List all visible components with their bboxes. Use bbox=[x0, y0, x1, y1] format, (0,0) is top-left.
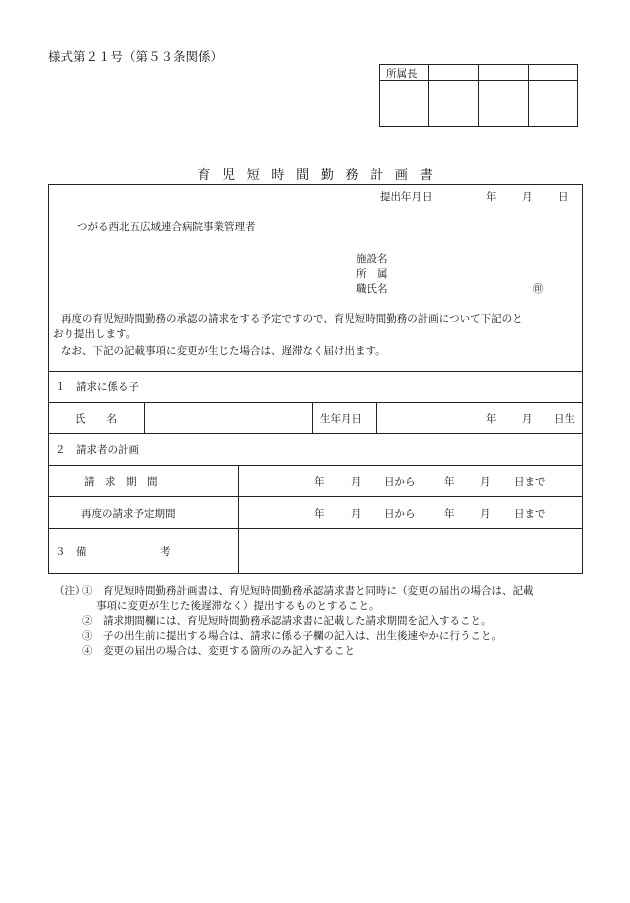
row-divider bbox=[49, 371, 582, 372]
row-divider bbox=[49, 433, 582, 434]
period-start-year: 年 bbox=[314, 476, 325, 488]
child-dob-month: 月 bbox=[522, 413, 533, 425]
note-item: 事項に変更が生じた後遅滞なく）提出するものとすること。 bbox=[96, 600, 380, 612]
re-period-end-year: 年 bbox=[444, 508, 455, 520]
child-dob-label: 生年月日 bbox=[320, 413, 362, 425]
row-divider bbox=[49, 496, 582, 497]
remarks-label: ３ 備 考 bbox=[55, 546, 171, 558]
submission-date-label: 提出年月日 bbox=[380, 191, 433, 203]
notes-prefix: （注） bbox=[54, 585, 86, 597]
note-item: ③ 子の出生前に提出する場合は、請求に係る子欄の記入は、出生後速やかに行うこと。 bbox=[82, 630, 502, 642]
column-divider bbox=[312, 402, 313, 433]
department-label: 所 属 bbox=[356, 268, 388, 280]
addressee: つがる西北五広域連合病院事業管理者 bbox=[77, 221, 256, 233]
note-item: ① 育児短時間勤務計画書は、育児短時間勤務承認請求書と同時に（変更の届出の場合は、記載 bbox=[82, 585, 534, 597]
seal-mark: ㊞ bbox=[533, 283, 544, 295]
form-frame bbox=[48, 184, 583, 574]
facility-label: 施設名 bbox=[356, 253, 388, 265]
section2-heading: ２ 請求者の計画 bbox=[55, 444, 139, 456]
request-period-label: 請 求 期 間 bbox=[84, 476, 158, 488]
approval-column-line bbox=[528, 65, 529, 126]
page-title: 育児短時間勤務計画書 bbox=[197, 168, 445, 183]
section1-heading: １ 請求に係る子 bbox=[55, 381, 139, 393]
period-end-until: 日まで bbox=[514, 476, 546, 488]
body-text-line: なお、下記の記載事項に変更が生じた場合は、遅滞なく届け出ます。 bbox=[61, 345, 386, 357]
approval-label: 所属長 bbox=[386, 68, 418, 80]
row-divider bbox=[49, 465, 582, 466]
approval-stamp-box bbox=[379, 64, 578, 127]
row-divider bbox=[49, 528, 582, 529]
column-divider bbox=[144, 402, 145, 433]
child-name-label: 氏 名 bbox=[75, 413, 117, 425]
re-period-start-year: 年 bbox=[314, 508, 325, 520]
approval-column-line bbox=[428, 65, 429, 126]
column-divider bbox=[238, 465, 239, 574]
note-item: ④ 変更の届出の場合は、変更する箇所のみ記入すること bbox=[82, 645, 355, 657]
body-text-line: おり提出します。 bbox=[53, 328, 137, 340]
approval-column-line bbox=[478, 65, 479, 126]
period-end-year: 年 bbox=[444, 476, 455, 488]
submission-year: 年 bbox=[486, 191, 497, 203]
re-period-start-from: 日から bbox=[384, 508, 416, 520]
row-divider bbox=[49, 402, 582, 403]
period-start-from: 日から bbox=[384, 476, 416, 488]
submission-day: 日 bbox=[558, 191, 569, 203]
re-period-start-month: 月 bbox=[351, 508, 362, 520]
body-text-line: 再度の育児短時間勤務の承認の請求をする予定ですので、育児短時間勤務の計画について下記のと bbox=[61, 313, 523, 325]
re-request-period-label: 再度の請求予定期間 bbox=[81, 508, 176, 520]
form-number: 様式第２１号（第５３条関係） bbox=[48, 49, 224, 64]
re-period-end-until: 日まで bbox=[514, 508, 546, 520]
re-period-end-month: 月 bbox=[480, 508, 491, 520]
staff-name-label: 職氏名 bbox=[356, 283, 388, 295]
submission-month: 月 bbox=[522, 191, 533, 203]
period-start-month: 月 bbox=[351, 476, 362, 488]
note-item: ② 請求期間欄には、育児短時間勤務承認請求書に記載した請求期間を記入すること。 bbox=[82, 615, 492, 627]
period-end-month: 月 bbox=[480, 476, 491, 488]
column-divider bbox=[376, 402, 377, 433]
child-dob-day: 日生 bbox=[554, 413, 575, 425]
child-dob-year: 年 bbox=[486, 413, 497, 425]
